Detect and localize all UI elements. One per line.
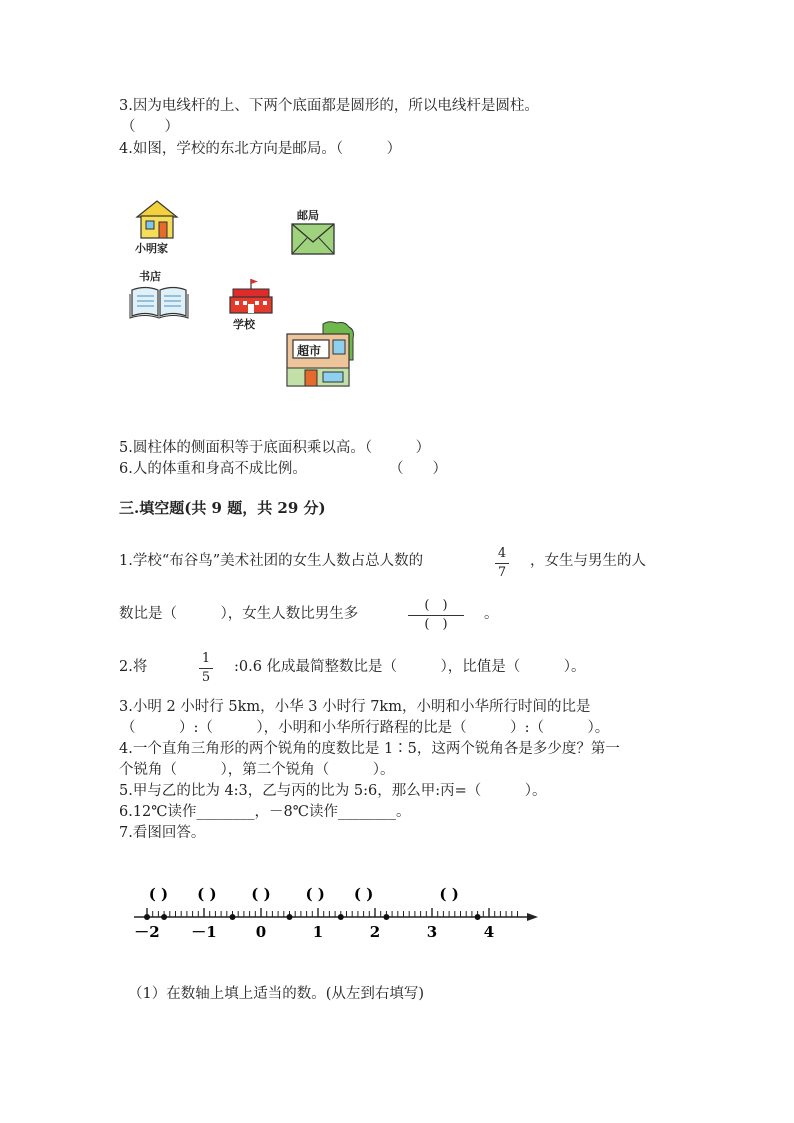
judgement-q4: 4.如图，学校的东北方向是邮局。（ ） (119, 141, 402, 157)
fill-q2-start: 2.将 (119, 659, 148, 675)
fraction-bar (495, 563, 509, 564)
fill-q5: 5.甲与乙的比为 4:3，乙与丙的比为 5:6，那么甲:丙=（ ）。 (119, 783, 547, 799)
fraction-denominator: 5 (201, 670, 211, 685)
judgement-q3-answer-paren: （ ） (121, 119, 179, 135)
tick-label: －2 (134, 923, 160, 941)
supermarket-icon (283, 320, 361, 388)
tick-label: 2 (369, 923, 381, 941)
home-label: 小明家 (135, 242, 168, 255)
number-line (120, 870, 560, 945)
fill-q1-part1: 1.学校“布谷鸟”美术社团的女生人数占总人数的 (119, 553, 424, 569)
number-line-dot (287, 914, 293, 920)
fraction-numerator: 1 (201, 651, 211, 666)
market-label: 超市 (297, 344, 322, 358)
fill-q6: 6.12℃读作________，－8℃读作________。 (119, 804, 411, 820)
judgement-q3: 3.因为电线杆的上、下两个底面都是圆形的，所以电线杆是圆柱。 (119, 98, 539, 114)
number-line-dot (338, 914, 344, 920)
bookstore-label: 书店 (139, 270, 161, 283)
fill-q7-sub1: （1）在数轴上填上适当的数。(从左到右填写) (128, 986, 425, 1002)
fraction-four-sevenths (495, 546, 509, 581)
fraction-blank-denominator: ( ) (424, 617, 448, 632)
fill-q4-line2: 个锐角（ ），第二个锐角（ ）。 (119, 762, 395, 778)
number-line-dot (161, 914, 167, 920)
answer-blank[interactable]: ( ) (353, 885, 374, 903)
envelope-icon (291, 223, 335, 255)
tick-label: 1 (312, 923, 324, 941)
number-line-arrow (527, 913, 538, 921)
school-icon (227, 277, 275, 317)
fill-q3-line2: （ ）:（ ），小明和小华所行路程的比是（ ）:（ ）。 (121, 720, 610, 736)
fill-q2-rest: :0.6 化成最简整数比是（ ），比值是（ ）。 (234, 659, 586, 675)
answer-blank[interactable]: ( ) (439, 885, 459, 903)
fraction-denominator: 7 (497, 565, 507, 580)
judgement-q6: 6.人的体重和身高不成比例。 (119, 461, 307, 477)
tick-label: 3 (426, 923, 438, 941)
judgement-q6-answer-paren: （ ） (389, 461, 447, 477)
judgement-q5: 5.圆柱体的侧面积等于底面积乘以高。（ ） (119, 440, 431, 456)
book-icon (129, 284, 189, 320)
fraction-one-fifth (199, 651, 213, 686)
fill-q7: 7.看图回答。 (119, 825, 206, 841)
tick-label: －1 (191, 923, 217, 941)
fraction-blank (408, 598, 464, 633)
fraction-bar (199, 668, 213, 669)
section-title: 三.填空题(共 9 题，共 29 分) (119, 499, 326, 517)
answer-blank[interactable]: ( ) (251, 885, 271, 903)
number-line-dot (475, 914, 481, 920)
number-line-dot (383, 914, 389, 920)
answer-blank[interactable]: ( ) (197, 885, 217, 903)
map-figure (125, 195, 365, 395)
number-line-dot (144, 914, 150, 920)
tick-label: 0 (255, 923, 267, 941)
fraction-numerator: 4 (497, 546, 507, 561)
house-icon (133, 199, 181, 239)
school-label: 学校 (233, 318, 255, 331)
answer-blank[interactable]: ( ) (148, 885, 169, 903)
fill-q1-line2-end: 。 (484, 606, 499, 622)
answer-blank[interactable]: ( ) (305, 885, 325, 903)
fill-q3-line1: 3.小明 2 小时行 5km，小华 3 小时行 7km，小明和小华所行时间的比是 (119, 699, 591, 715)
tick-label: 4 (483, 923, 495, 941)
fill-q4-line1: 4.一个直角三角形的两个锐角的度数比是 1∶5，这两个锐角各是多少度？第一 (119, 741, 620, 757)
fill-q1-part2: ，女生与男生的人 (530, 553, 646, 569)
number-line-dot (230, 914, 236, 920)
fill-q1-line2: 数比是（ ），女生人数比男生多 (119, 606, 359, 622)
post-label: 邮局 (297, 209, 319, 222)
fraction-bar (408, 615, 464, 616)
fraction-blank-numerator: ( ) (424, 598, 448, 613)
